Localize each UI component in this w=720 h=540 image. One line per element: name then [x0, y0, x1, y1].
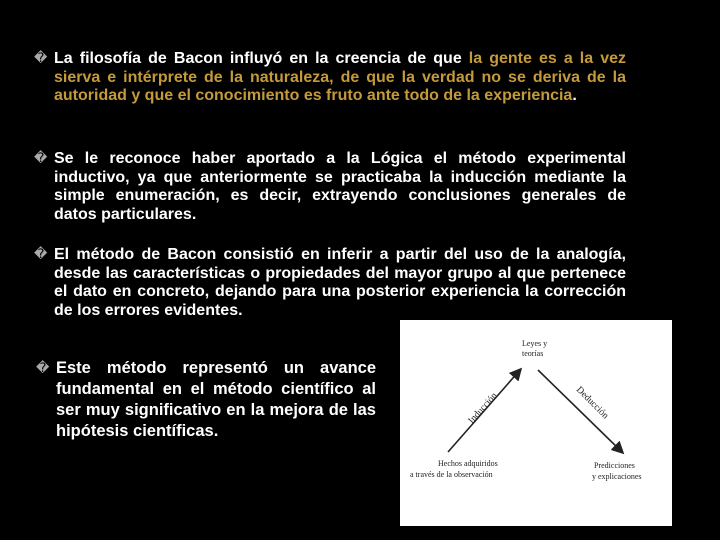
induction-label: Inducción — [466, 391, 500, 427]
bullet-text: El método de Bacon consistió en inferir a partir del uso de la analogía, desde las características o propiedades del mayor grupo al que pertenece el dato en concreto, dejando para una posterior experiencia la corrección de los errores evidentes. — [54, 246, 626, 319]
bullet-experimental-method — [34, 150, 626, 224]
bullet-text: La filosofía de Bacon influyó en la creencia de que — [54, 50, 469, 67]
bullet-scientific-advance — [36, 358, 376, 442]
left-label-line2: a través de la observación — [410, 470, 493, 479]
deduction-arrow — [538, 370, 622, 452]
bullet-bacon-influence — [34, 50, 626, 106]
bullet-text: Este método representó un avance fundamental en el método científico al ser muy significativo en la mejora de las hipótesis científicas. — [56, 359, 376, 440]
induction-deduction-diagram — [400, 320, 672, 526]
right-label-line2: y explicaciones — [592, 472, 642, 481]
deduction-label: Deducción — [573, 385, 611, 422]
bullet-analogy-method — [34, 246, 626, 320]
bullet-marker-icon: � — [34, 247, 48, 262]
left-label-line1: Hechos adquiridos — [438, 459, 498, 468]
bullet-text-cont: , ya que anteriormente se practicaba la inducción mediante la simple enumeración, es decir, extrayendo conclusiones generales de datos particulares. — [54, 168, 626, 223]
top-label-line1: Leyes y — [522, 339, 548, 348]
bullet-marker-icon: � — [34, 151, 48, 166]
bullet-marker-icon: � — [36, 361, 50, 376]
bullet-highlight-text: la gente es a la vez sierva e intérprete de la naturaleza, de que la verdad no se deriva de la autoridad y que el conocimiento es fruto ante todo de la experiencia — [54, 50, 626, 104]
bullet-text: Se le reconoce haber aportado a la Lógica el método experimental inductivo — [54, 150, 626, 186]
top-label-line2: teorías — [522, 349, 544, 358]
right-label-line1: Predicciones — [594, 461, 635, 470]
bullet-marker-icon: � — [34, 51, 48, 66]
bullet-text-end: . — [572, 87, 577, 104]
